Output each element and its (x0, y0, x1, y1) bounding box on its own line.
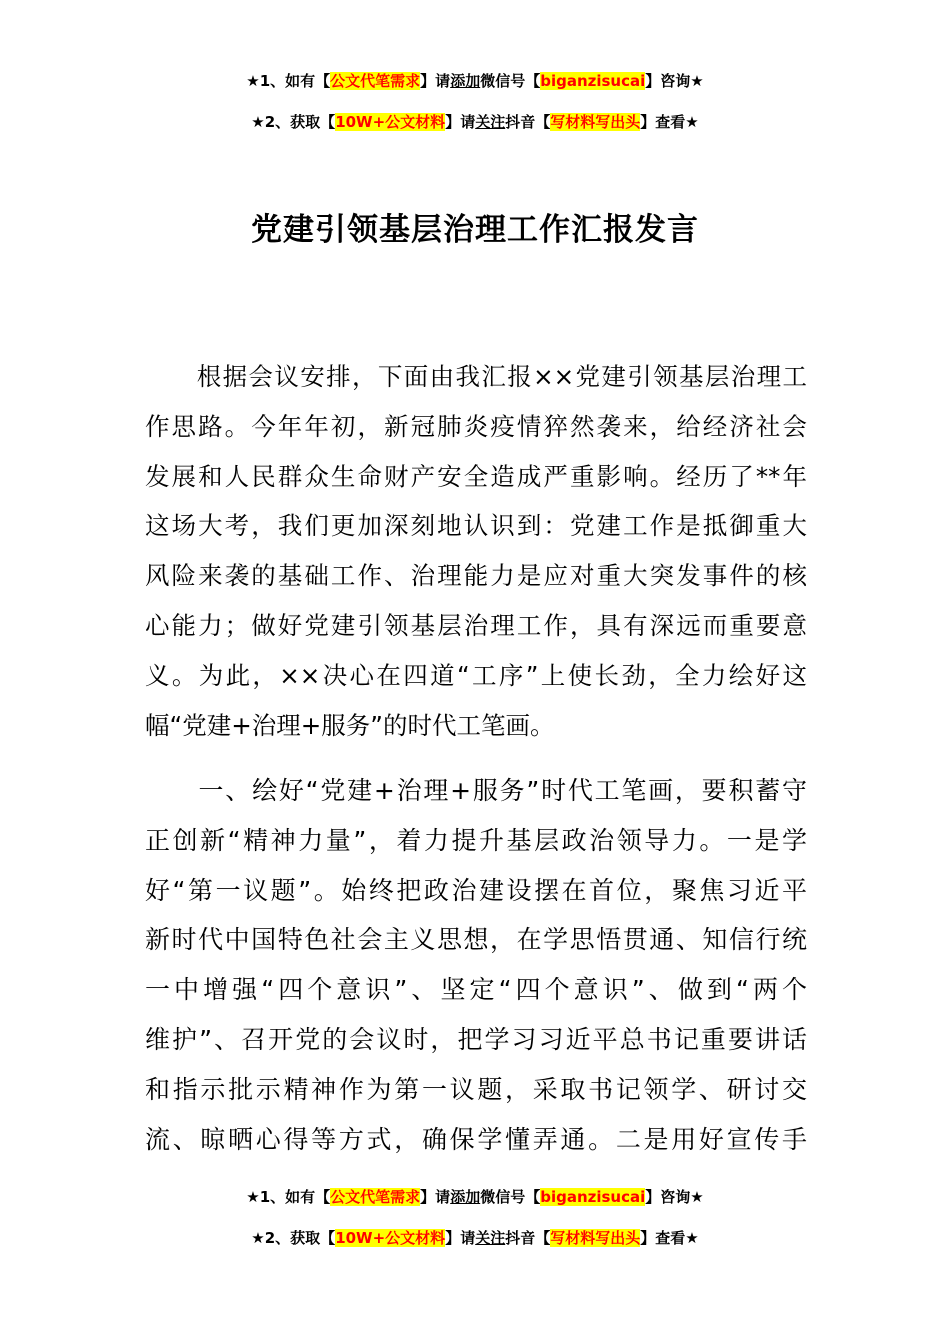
banner-text: ★2、获取【 (251, 113, 336, 131)
banner-highlight: 10W+公文材料 (335, 1229, 446, 1247)
banner-text: ★2、获取【 (251, 1229, 336, 1247)
document-title: 党建引领基层治理工作汇报发言 (251, 212, 699, 248)
banner-text: 】请 (420, 72, 451, 90)
text-line: 发展和人民群众生命财产安全造成严重影响。经历了**年 (145, 461, 807, 491)
banner-highlight: biganzisucai (540, 72, 646, 90)
text-line: 义。为此，××决心在四道“工序”上使长劲，全力绘好这 (145, 660, 807, 690)
text-line: 风险来袭的基础工作、治理能力是应对重大突发事件的核 (145, 561, 807, 591)
text-line: 好“第一议题”。始终把政治建设摆在首位，聚焦习近平 (145, 875, 807, 905)
banner-text: 抖音【 (505, 113, 551, 131)
text-line: 维护”、召开党的会议时，把学习习近平总书记重要讲话 (145, 1024, 807, 1054)
banner-underlined: 关注 (475, 113, 506, 131)
banner-text: 】查看★ (640, 1229, 699, 1247)
banner-highlight: 写材料写出头 (550, 113, 641, 131)
text-line: 幅“党建+治理+服务”的时代工笔画。 (145, 710, 555, 740)
banner-text: ★1、如有【 (246, 72, 331, 90)
promo-banner-bottom-1 (0, 1186, 950, 1208)
paragraph-2 (145, 766, 807, 1164)
banner-text: 】请 (445, 1229, 476, 1247)
banner-text: 抖音【 (505, 1229, 551, 1247)
banner-text: 】请 (420, 1188, 451, 1206)
text-line: 正创新“精神力量”，着力提升基层政治领导力。一是学 (145, 825, 807, 855)
text-line: 根据会议安排，下面由我汇报××党建引领基层治理工 (145, 362, 807, 391)
promo-banner-bottom-2 (0, 1227, 950, 1249)
banner-text: 微信号【 (480, 72, 541, 90)
banner-text: 】查看★ (640, 113, 699, 131)
text-line: 作思路。今年年初，新冠肺炎疫情猝然袭来，给经济社会 (145, 411, 807, 441)
text-line: 和指示批示精神作为第一议题，采取书记领学、研讨交 (145, 1074, 807, 1104)
banner-highlight: biganzisucai (540, 1188, 646, 1206)
banner-underlined: 关注 (475, 1229, 506, 1247)
banner-underlined: 添加 (450, 1188, 481, 1206)
banner-text: ★1、如有【 (246, 1188, 331, 1206)
text-line: 一、绘好“党建+治理+服务”时代工笔画，要积蓄守 (145, 776, 807, 805)
text-line: 新时代中国特色社会主义思想，在学思悟贯通、知信行统 (145, 925, 807, 955)
banner-text: 微信号【 (480, 1188, 541, 1206)
text-line: 流、晾晒心得等方式，确保学懂弄通。二是用好宣传手 (145, 1124, 807, 1154)
banner-underlined: 添加 (450, 72, 481, 90)
paragraph-1 (145, 352, 807, 750)
banner-highlight: 写材料写出头 (550, 1229, 641, 1247)
banner-text: 】咨询★ (645, 72, 704, 90)
text-line: 一中增强“四个意识”、坚定“四个意识”、做到“两个 (145, 975, 807, 1005)
banner-highlight: 公文代笔需求 (330, 72, 421, 90)
text-line: 心能力；做好党建引领基层治理工作，具有深远而重要意 (145, 610, 807, 640)
text-line: 这场大考，我们更加深刻地认识到：党建工作是抵御重大 (145, 511, 807, 541)
banner-text: 】请 (445, 113, 476, 131)
promo-banner-top-1 (0, 70, 950, 92)
banner-text: 】咨询★ (645, 1188, 704, 1206)
promo-banner-top-2 (0, 111, 950, 133)
banner-highlight: 10W+公文材料 (335, 113, 446, 131)
banner-highlight: 公文代笔需求 (330, 1188, 421, 1206)
